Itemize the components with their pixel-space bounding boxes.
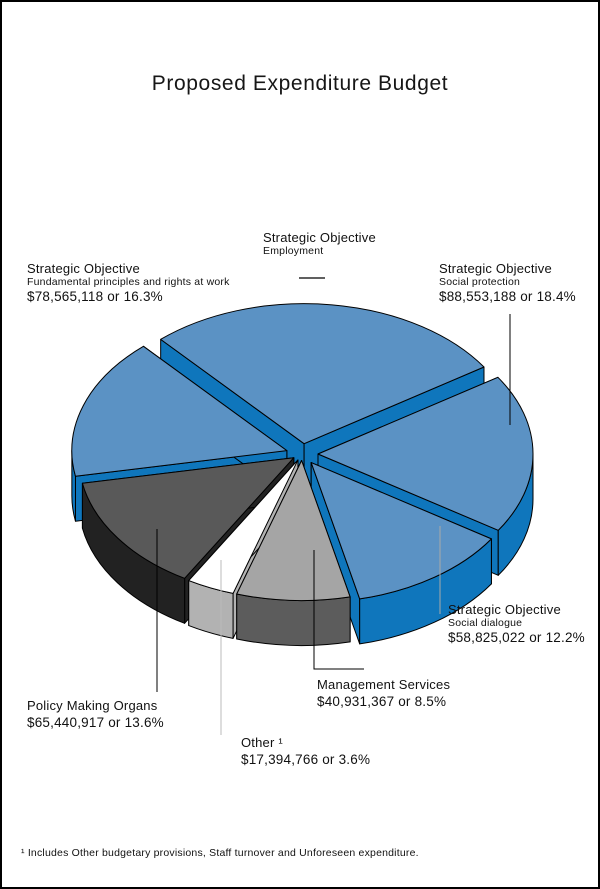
label-social-protection (439, 262, 576, 304)
label-social-protection-amount: $88,553,188 or 18.4% (439, 289, 576, 305)
label-fundamental-title: Strategic Objective (27, 261, 140, 276)
label-social-dialogue-title: Strategic Objective (448, 602, 561, 617)
label-employment-sub: Employment (263, 244, 324, 257)
label-social-protection-title: Strategic Objective (439, 261, 552, 276)
label-management-title: Management Services (317, 677, 451, 692)
label-management-services (317, 678, 450, 709)
label-policy-title: Policy Making Organs (27, 698, 158, 713)
label-fundamental-sub: Fundamental principles and rights at work (27, 275, 230, 288)
label-fundamental-amount: $78,565,118 or 16.3% (27, 289, 163, 305)
label-fundamental-principles (27, 262, 230, 304)
footnote: ¹ Includes Other budgetary provisions, Staff turnover and Unforeseen expenditure. (21, 847, 419, 859)
label-employment (263, 231, 376, 257)
chart-title: Proposed Expenditure Budget (151, 72, 449, 95)
label-social-dialogue-amount: $58,825,022 or 12.2% (448, 630, 585, 646)
label-other-amount: $17,394,766 or 3.6% (241, 751, 371, 767)
label-social-dialogue-sub: Social dialogue (448, 616, 523, 629)
label-management-amount: $40,931,367 or 8.5% (317, 693, 447, 709)
label-other (241, 736, 370, 767)
label-policy-making-organs (27, 699, 164, 730)
label-social-protection-sub: Social protection (439, 275, 521, 288)
label-other-title: Other ¹ (241, 735, 283, 750)
label-policy-amount: $65,440,917 or 13.6% (27, 714, 164, 730)
pie-slice-management-services-rim (237, 594, 350, 646)
label-social-dialogue (448, 603, 585, 645)
label-employment-title: Strategic Objective (263, 230, 376, 245)
pie-slices-group (72, 304, 533, 646)
